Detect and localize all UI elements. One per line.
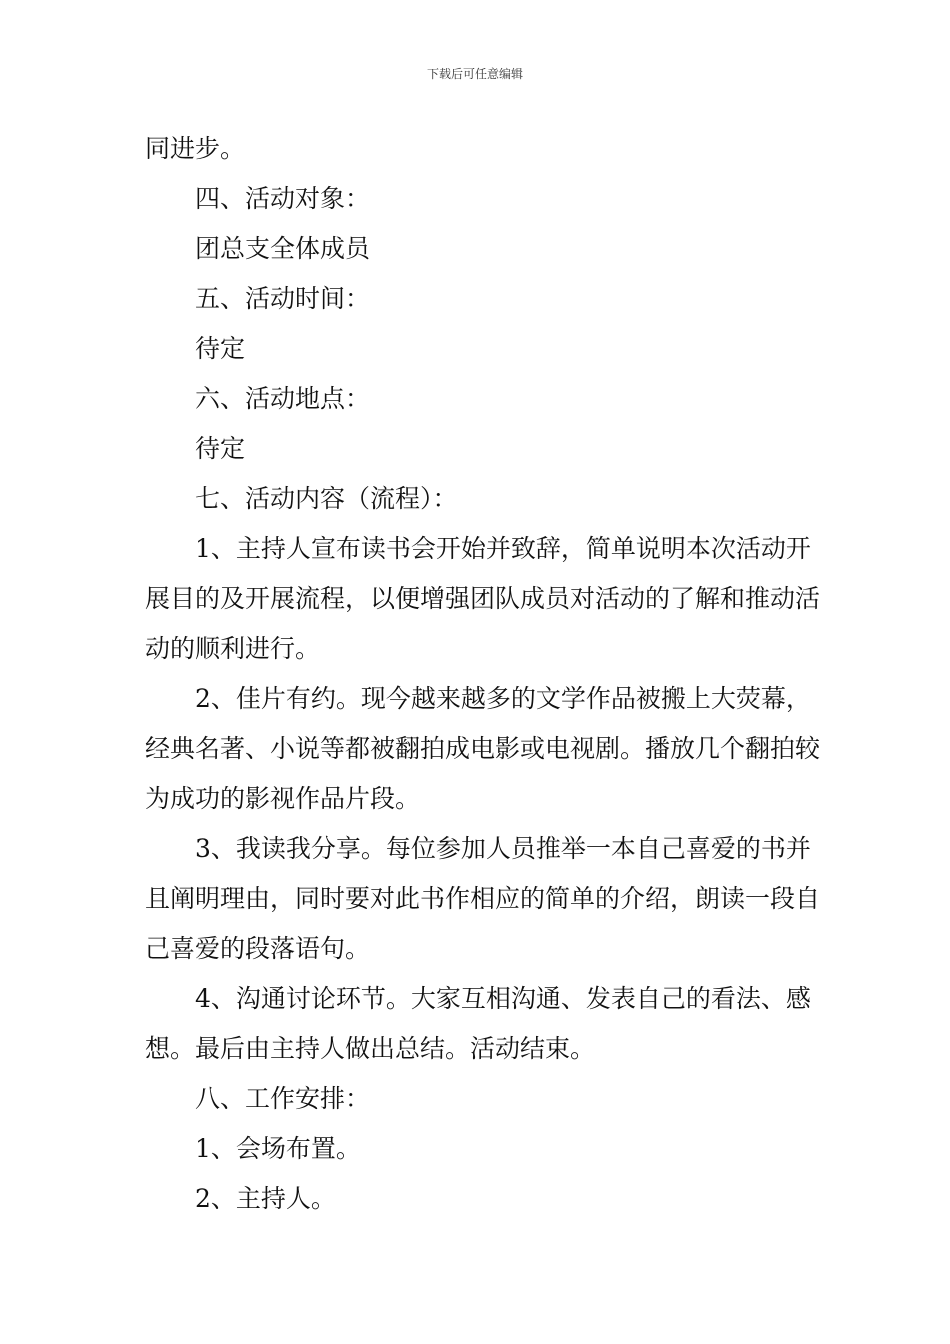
text-line: 1、会场布置。 [195, 1134, 361, 1163]
text-line: 团总支全体成员 [195, 234, 371, 263]
section-heading: 四、活动对象： [195, 184, 371, 213]
paragraph: 4、沟通讨论环节。大家互相沟通、发表自己的看法、感想。最后由主持人做出总结。活动结束。 [145, 984, 811, 1063]
paragraph: 3、我读我分享。每位参加人员推举一本自己喜爱的书并且阐明理由，同时要对此书作相应的简单的介绍，朗读一段自己喜爱的段落语句。 [145, 834, 821, 963]
section-heading: 七、活动内容（流程）： [195, 484, 458, 513]
section-heading: 五、活动时间： [195, 284, 371, 313]
section-heading: 六、活动地点： [195, 384, 371, 413]
section-heading: 八、工作安排： [195, 1084, 371, 1113]
paragraph: 2、佳片有约。现今越来越多的文学作品被搬上大荧幕，经典名著、小说等都被翻拍成电影或电视剧。播放几个翻拍较为成功的影视作品片段。 [145, 684, 821, 813]
page-header: 下载后可任意编辑 [426, 67, 523, 81]
text-line: 待定 [195, 334, 246, 363]
text-line: 待定 [195, 434, 246, 463]
document-body [145, 124, 825, 1224]
text-line: 同进步。 [145, 134, 246, 163]
paragraph: 1、主持人宣布读书会开始并致辞，简单说明本次活动开展目的及开展流程，以便增强团队成员对活动的了解和推动活动的顺利进行。 [145, 534, 821, 663]
text-line: 2、主持人。 [195, 1184, 336, 1213]
